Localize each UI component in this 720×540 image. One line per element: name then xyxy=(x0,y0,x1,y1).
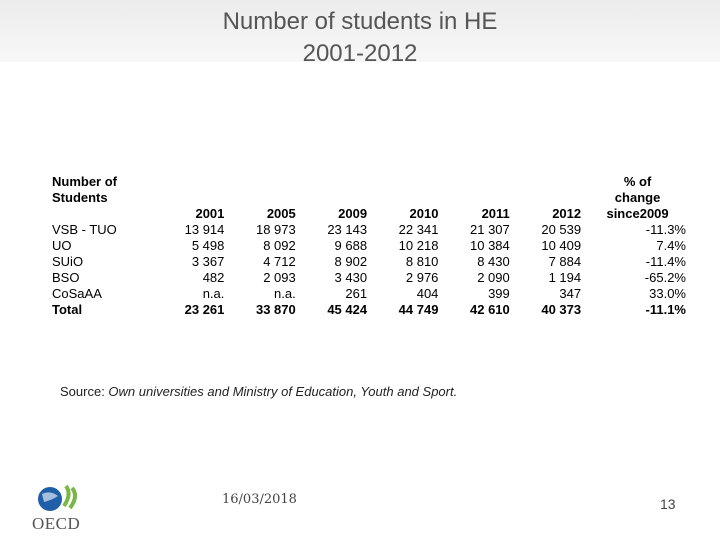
table-row: VSB - TUO 13 914 18 973 23 143 22 341 21 307 20 539 -11.3% xyxy=(52,222,686,237)
title-line-2: 2001-2012 xyxy=(302,40,418,67)
year-header: 2005 xyxy=(266,206,296,221)
pct-change-header: % of change since2009 xyxy=(606,174,669,221)
table-row: BSO 482 2 093 3 430 2 976 2 090 1 194 -65.2% xyxy=(52,270,686,285)
students-table xyxy=(48,174,690,318)
page-number: 13 xyxy=(660,496,676,512)
source-text: Own universities and Ministry of Education, Youth and Sport. xyxy=(108,384,458,399)
table-row: CoSaAA n.a. n.a. 261 404 399 347 33.0% xyxy=(52,286,686,301)
slide-date: 16/03/2018 xyxy=(222,492,297,507)
year-header: 2001 xyxy=(195,206,225,221)
oecd-logo-text: OECD xyxy=(32,514,81,533)
year-header: 2009 xyxy=(338,206,368,221)
page-title xyxy=(100,6,620,70)
header-label: Number of Students xyxy=(52,174,117,205)
year-header: 2010 xyxy=(409,206,439,221)
source-note: Source: Own universities and Ministry of Education, Youth and Sport. xyxy=(60,384,458,399)
year-header: 2011 xyxy=(481,206,510,221)
year-header: 2012 xyxy=(552,206,582,221)
total-row: Total 23 261 33 870 45 424 44 749 42 610 40 373 -11.1% xyxy=(52,302,686,317)
table-row: SUiO 3 367 4 712 8 902 8 810 8 430 7 884 -11.4% xyxy=(52,254,686,269)
title-line-1: Number of students in HE xyxy=(222,8,498,35)
table-row: UO 5 498 8 092 9 688 10 218 10 384 10 409 7.4% xyxy=(52,238,686,253)
